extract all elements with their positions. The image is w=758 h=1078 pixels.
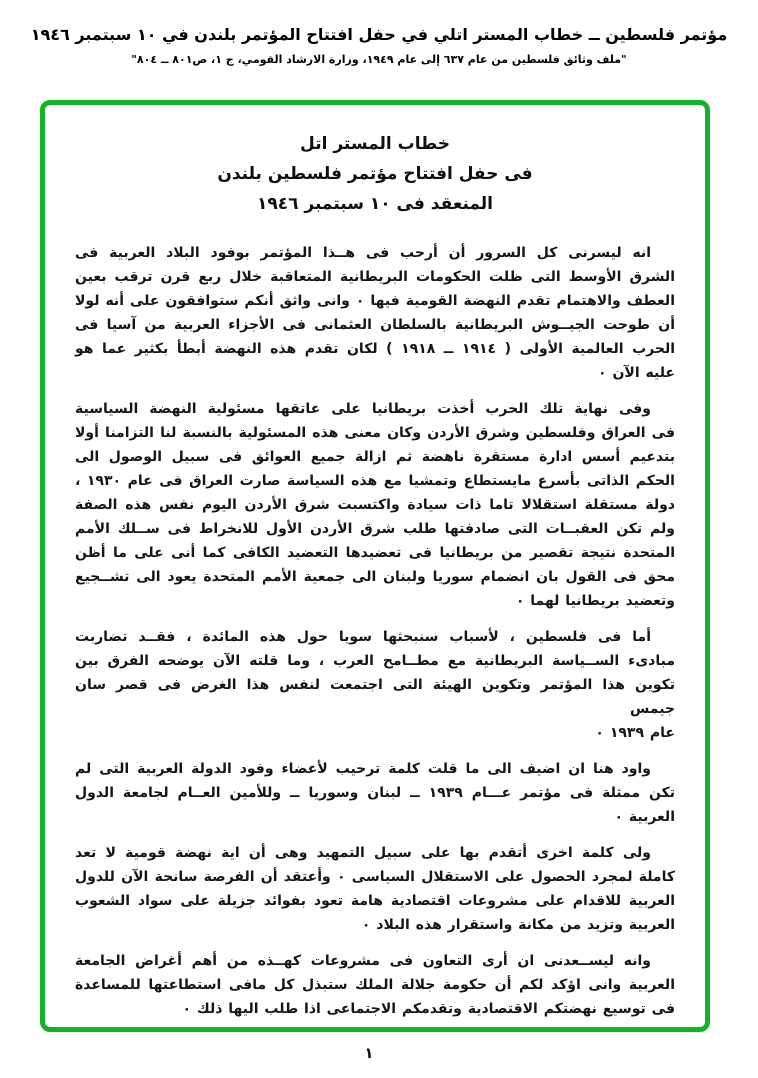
text-line: محق فى القول بان انضمام سوريا ولبنان الى جمعية الأمم المتحدة يعود الى تشــجيع <box>75 569 675 585</box>
text-line: عليه الآن ٠ <box>598 365 675 381</box>
paragraph <box>75 757 675 829</box>
text-line: وتعضيد بريطانيا لهما ٠ <box>515 593 675 609</box>
text-line: العطف والاهتمام تقدم النهضة القومية فيها ٠ وانى واثق أنكم ستوافقون على أنه لولا <box>75 293 675 309</box>
document-title-line-2: فى حفل افتتاح مؤتمر فلسطين بلندن <box>217 164 533 184</box>
text-line: الحرب العالمية الأولى ( ١٩١٤ ــ ١٩١٨ ) لكان تقدم هذه النهضة أبطأ بكثير عما هو <box>75 341 675 357</box>
text-line: بتدعيم أسس ادارة مستقرة ناهضة ثم ازالة جميع العوائق فى سبيل الوصول الى <box>75 449 675 465</box>
text-line: دولة مستقلة استقلالا تاما ذات سيادة واكتسبت شرق الأردن اليوم نفس هذه الصفة <box>75 497 675 513</box>
text-line: ولى كلمة اخرى أتقدم بها على سبيل التمهيد وهى أن اية نهضة قومية لا تعد <box>75 845 651 861</box>
text-line: انه ليسرنى كل السرور أن أرحب فى هــذا المؤتمر بوفود البلاد العربية فى <box>75 245 651 261</box>
text-line: وانه ليســعدنى ان أرى التعاون فى مشروعات كهــذه من أهم أغراض الجامعة <box>75 953 651 969</box>
text-line: العربية ٠ <box>614 809 675 825</box>
text-line: عام ١٩٣٩ ٠ <box>595 725 675 741</box>
paragraph <box>75 397 675 613</box>
text-line: واود هنا ان اضيف الى ما قلت كلمة ترحيب لأعضاء وفود الدولة العربية التى لم <box>75 761 651 777</box>
paragraph <box>75 625 675 745</box>
text-line: الحكم الذاتى بأسرع مايستطاع وتمشيا مع هذه السياسة صارت العراق فى عام ١٩٣٠ ، <box>75 473 675 489</box>
text-line: العربية للاقدام على مشروعات اقتصادية هامة تعود بفوائد جزيلة على سواد الشعوب <box>75 893 675 909</box>
document-title-line-3: المنعقد فى ١٠ سبتمبر ١٩٤٦ <box>256 194 493 214</box>
page-number: ١ <box>364 1044 374 1062</box>
document-body <box>75 241 675 1021</box>
text-line: أما فى فلسطين ، لأسباب سنبحثها سويا حول هذه المائدة ، فقــد تضاربت <box>75 629 651 645</box>
document-title <box>75 129 675 219</box>
text-line: تكوين هذا المؤتمر وتكوين الهيئة التى اجتمعت لنفس هذا الغرض فى قصر سان جيمس <box>75 677 675 717</box>
text-line: المتحدة نتيجة تقصير من بريطانيا فى تعضيدها التعضيد الكافى كما أنى على ما أظن <box>75 545 675 561</box>
green-frame <box>40 100 710 1032</box>
text-line: العربية وانى اؤكد لكم أن حكومة جلالة الملك ستبذل كل مافى استطاعتها للمساعدة <box>75 977 675 993</box>
text-line: كاملة لمجرد الحصول على الاستقلال السياسى ٠ وأعتقد أن الفرصة سانحة الآن للدول <box>75 869 675 885</box>
text-line: العربية وتزيد من مكانة واستقرار هذه البلاد ٠ <box>361 917 675 933</box>
document-header <box>0 24 758 66</box>
header-source: "ملف وثائق فلسطين من عام ٦٣٧ إلى عام ١٩٤٩، وزارة الارشاد القومي، ج ١، ص٨٠١ ــ ٨٠٤" <box>131 53 627 66</box>
document-page <box>45 105 705 1027</box>
paragraph <box>75 241 675 385</box>
text-line: مبادىء الســياسة البريطانية مع مطــامح العرب ، وما قلته الآن يوضحه الفرق بين <box>75 653 675 669</box>
paragraph <box>75 841 675 937</box>
text-line: وفى نهاية تلك الحرب أخذت بريطانيا على عاتقها مسئولية النهضة السياسية <box>75 401 651 417</box>
document-title-line-1: خطاب المستر اتل <box>300 134 450 154</box>
text-line: فى العراق وفلسطين وشرق الأردن وكان معنى هذه المسئولية بالنسبة لنا التزامنا أولا <box>75 425 675 441</box>
text-line: أن طوحت الجيــوش البريطانية بالسلطان العثمانى فى الأجزاء العربية من آسيا فى <box>75 317 675 333</box>
text-line: فى توسيع نهضتكم الاقتصادية وتقدمكم الاجتماعى اذا طلب اليها ذلك ٠ <box>182 1001 675 1017</box>
header-title: مؤتمر فلسطين ــ خطاب المستر اتلي في حفل افتتاح المؤتمر بلندن في ١٠ سبتمبر ١٩٤٦ <box>30 25 728 44</box>
text-line: ولم تكن العقبــات التى صادفتها طلب شرق الأردن الأول للانخراط فى ســلك الأمم <box>75 521 675 537</box>
paragraph <box>75 949 675 1021</box>
text-line: الشرق الأوسط التى ظلت الحكومات البريطانية المتعاقبة خلال ربع قرن ترقب بعين <box>75 269 675 285</box>
text-line: تكن ممثلة فى مؤتمر عـــام ١٩٣٩ ــ لبنان وسوريا ــ وللأمين العــام لجامعة الدول <box>75 785 676 801</box>
